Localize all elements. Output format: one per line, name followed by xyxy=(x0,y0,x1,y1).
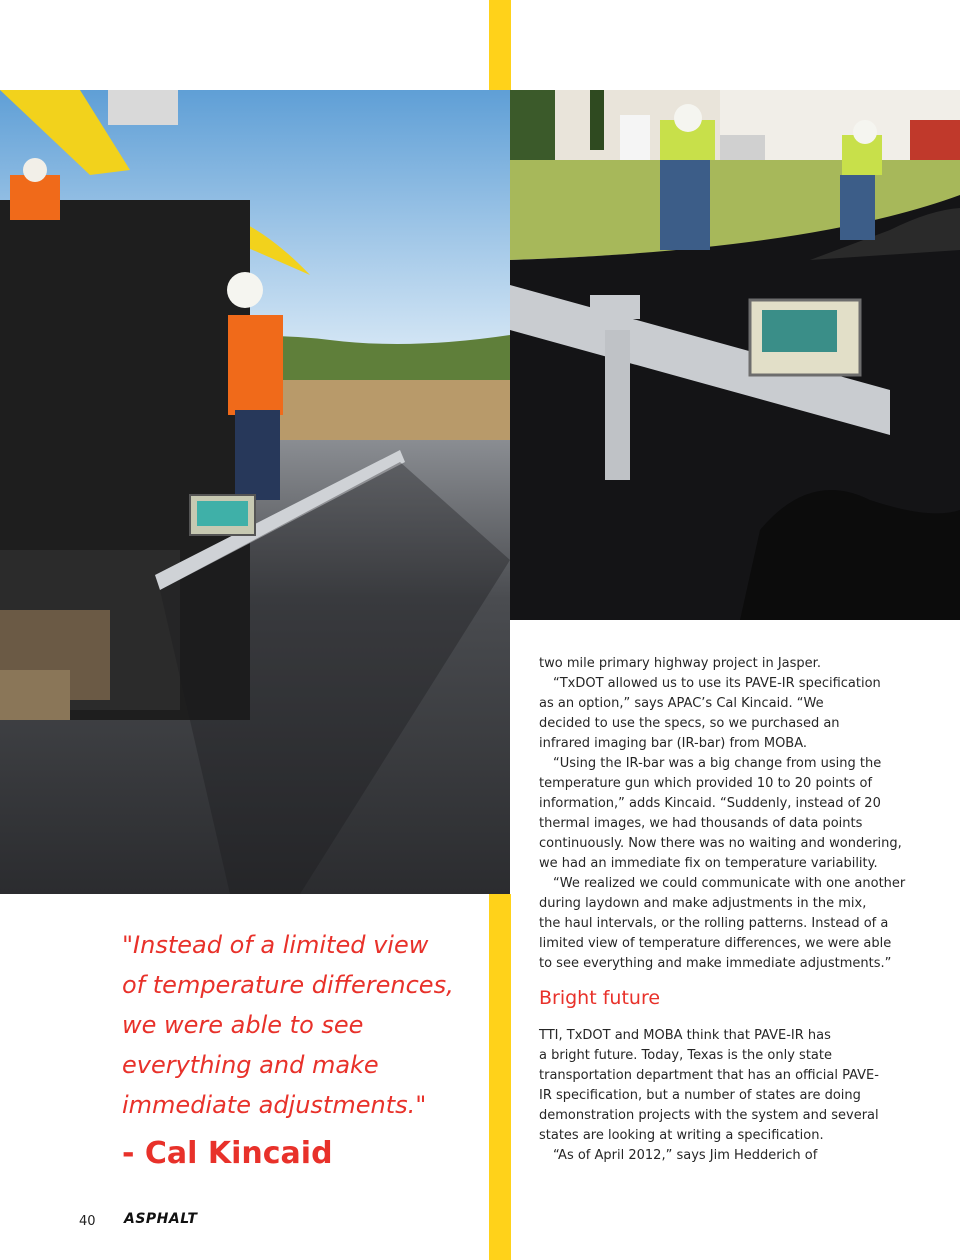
page-number: 40 xyxy=(79,1214,96,1229)
paragraph xyxy=(539,674,899,754)
text-line: transportation department that has an official PAVE- xyxy=(539,1068,879,1083)
text-line: TTI, TxDOT and MOBA think that PAVE-IR has xyxy=(539,1028,831,1043)
text-line: we had an immediate fix on temperature variability. xyxy=(539,856,878,871)
text-line: the haul intervals, or the rolling patterns. Instead of a xyxy=(539,916,889,931)
text-line: two mile primary highway project in Jasper. xyxy=(539,656,821,671)
pull-quote-line: of temperature differences, xyxy=(122,971,454,999)
yellow-accent-bar-bottom xyxy=(489,894,511,1260)
pull-quote-line: we were able to see xyxy=(122,1011,364,1039)
text-line: states are looking at writing a specification. xyxy=(539,1128,824,1143)
text-line: continuously. Now there was no waiting and wondering, xyxy=(539,836,902,851)
pull-quote-attribution: - Cal Kincaid xyxy=(122,1136,333,1171)
text-line: thermal images, we had thousands of data points xyxy=(539,816,863,831)
ir-bar-photo xyxy=(510,90,960,620)
paragraph xyxy=(539,874,906,974)
paver-photo xyxy=(0,90,510,894)
text-line: infrared imaging bar (IR-bar) from MOBA. xyxy=(539,736,808,751)
text-line: “We realized we could communicate with one another xyxy=(553,876,906,891)
text-line: “TxDOT allowed us to use its PAVE-IR specification xyxy=(553,676,881,691)
text-line: to see everything and make immediate adjustments.” xyxy=(539,956,892,971)
text-line: limited view of temperature differences, we were able xyxy=(539,936,892,951)
paragraph xyxy=(539,1026,899,1146)
yellow-accent-bar-top xyxy=(489,0,511,90)
text-line: temperature gun which provided 10 to 20 points of xyxy=(539,776,873,791)
paragraph xyxy=(539,654,899,674)
text-line: as an option,” says APAC’s Cal Kincaid. “We xyxy=(539,696,824,711)
pull-quote xyxy=(122,925,492,1125)
pull-quote-line: "Instead of a limited view xyxy=(122,931,429,959)
text-line: during laydown and make adjustments in the mix, xyxy=(539,896,867,911)
paragraph xyxy=(539,1146,899,1166)
paragraph xyxy=(539,754,902,874)
publication-logo: ASPHALT xyxy=(124,1211,198,1227)
pull-quote-line: everything and make xyxy=(122,1051,379,1079)
text-line: decided to use the specs, so we purchased an xyxy=(539,716,840,731)
text-line: “As of April 2012,” says Jim Hedderich of xyxy=(553,1148,818,1163)
text-line: information,” adds Kincaid. “Suddenly, instead of 20 xyxy=(539,796,881,811)
text-line: demonstration projects with the system and several xyxy=(539,1108,879,1123)
pull-quote-line: immediate adjustments." xyxy=(122,1091,427,1119)
text-line: a bright future. Today, Texas is the only state xyxy=(539,1048,832,1063)
text-line: “Using the IR-bar was a big change from using the xyxy=(553,756,882,771)
text-line: IR specification, but a number of states are doing xyxy=(539,1088,861,1103)
section-subhead: Bright future xyxy=(539,987,661,1009)
article-body xyxy=(539,654,906,1166)
